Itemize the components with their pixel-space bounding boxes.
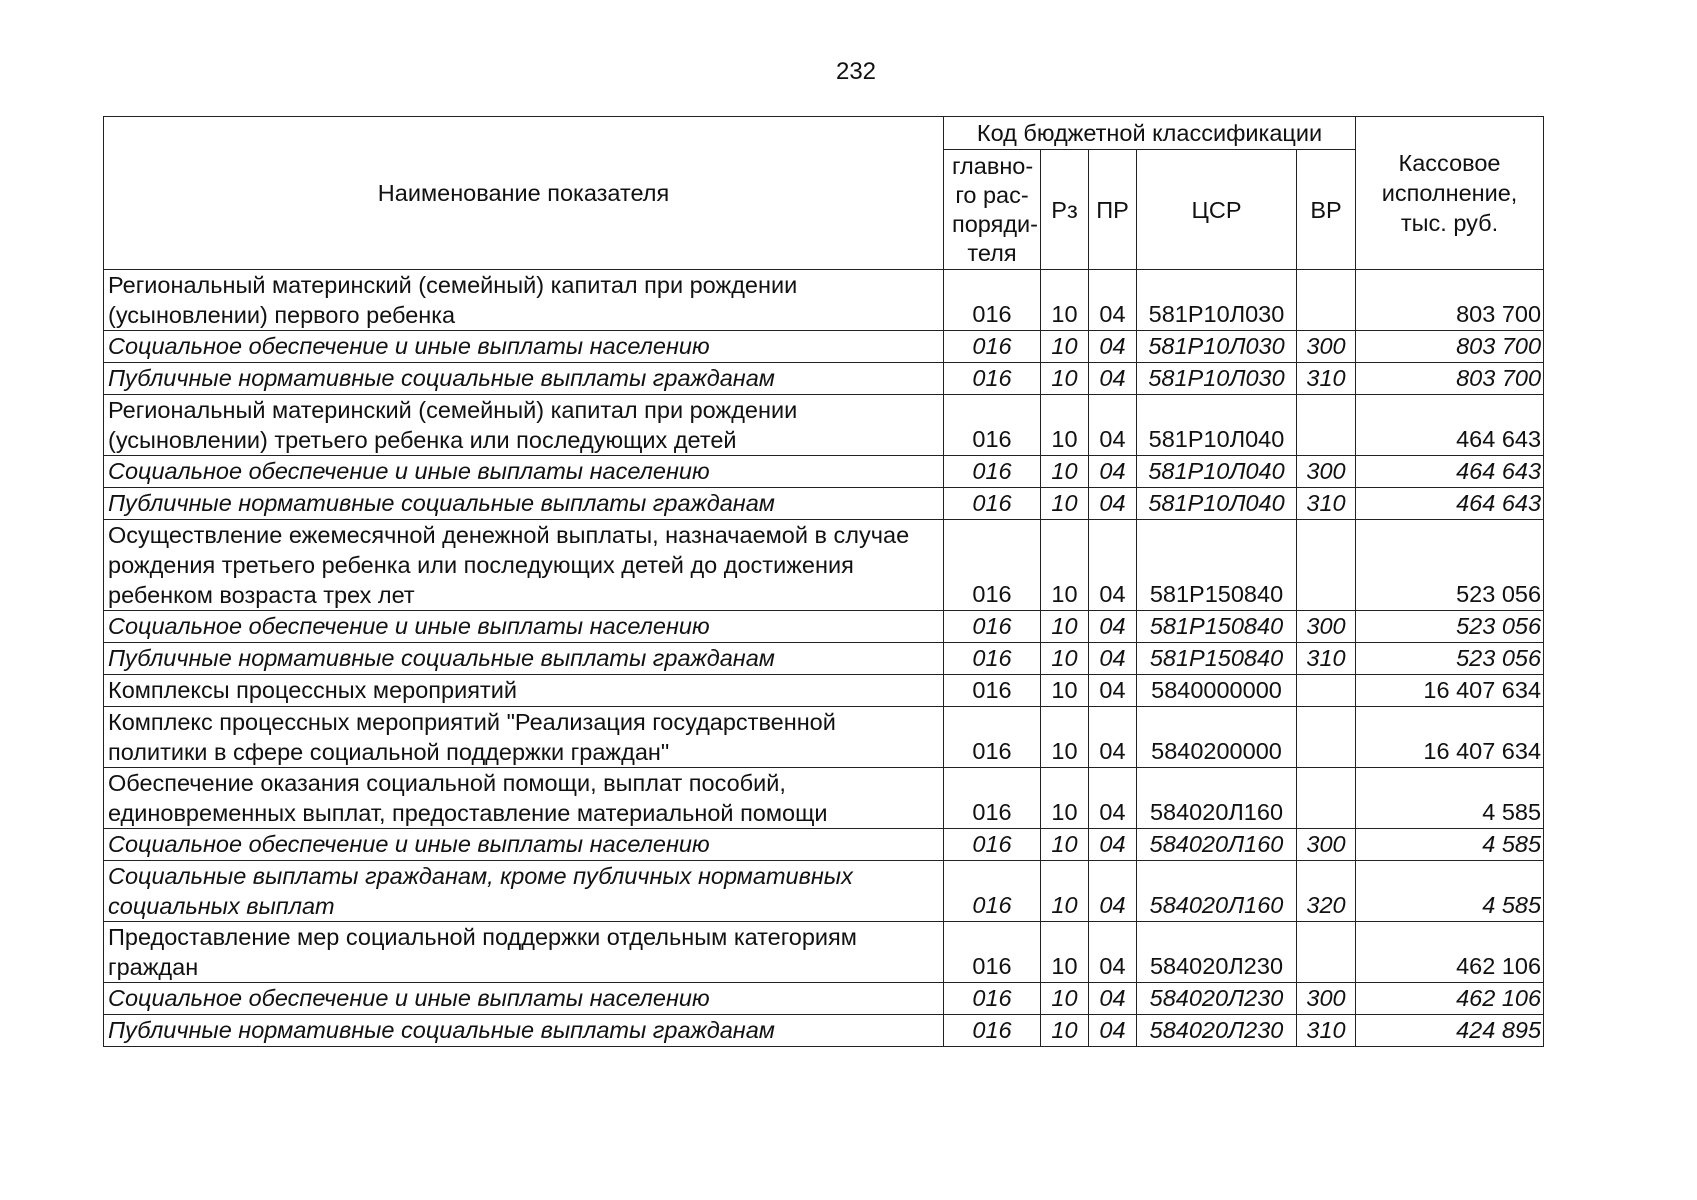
row-vr <box>1297 707 1356 768</box>
row-amount: 4 585 <box>1356 768 1544 829</box>
row-amount: 462 106 <box>1356 983 1544 1015</box>
table-header <box>104 117 1544 270</box>
row-csr: 584020Л230 <box>1137 1015 1297 1047</box>
row-pr: 04 <box>1089 363 1137 395</box>
row-name: Публичные нормативные социальные выплаты гражданам <box>104 363 944 395</box>
row-rz: 10 <box>1041 707 1089 768</box>
row-amount: 462 106 <box>1356 922 1544 983</box>
row-csr: 584020Л160 <box>1137 829 1297 861</box>
table-row <box>104 611 1544 643</box>
row-amount: 424 895 <box>1356 1015 1544 1047</box>
row-rz: 10 <box>1041 861 1089 922</box>
table-row <box>104 861 1544 922</box>
table-row <box>104 270 1544 331</box>
row-amount: 803 700 <box>1356 331 1544 363</box>
row-name: Публичные нормативные социальные выплаты гражданам <box>104 643 944 675</box>
row-rz: 10 <box>1041 520 1089 611</box>
row-pr: 04 <box>1089 1015 1137 1047</box>
row-csr: 584020Л230 <box>1137 983 1297 1015</box>
row-name: Социальное обеспечение и иные выплаты населению <box>104 611 944 643</box>
row-pr: 04 <box>1089 643 1137 675</box>
row-amount: 4 585 <box>1356 829 1544 861</box>
row-amount: 464 643 <box>1356 456 1544 488</box>
table-row <box>104 1015 1544 1047</box>
row-amount: 4 585 <box>1356 861 1544 922</box>
table-row <box>104 768 1544 829</box>
header-csr: ЦСР <box>1137 150 1297 270</box>
row-rz: 10 <box>1041 922 1089 983</box>
row-pr: 04 <box>1089 983 1137 1015</box>
row-pr: 04 <box>1089 829 1137 861</box>
row-name: Осуществление ежемесячной денежной выплаты, назначаемой в случае рождения третьего ребенка или последующих детей до достижения ребенком возраста трех лет <box>104 520 944 611</box>
table-row <box>104 488 1544 520</box>
row-name: Комплексы процессных мероприятий <box>104 675 944 707</box>
row-csr: 581Р150840 <box>1137 520 1297 611</box>
budget-execution-table <box>103 116 1544 1047</box>
row-amount: 523 056 <box>1356 643 1544 675</box>
row-csr: 581Р10Л030 <box>1137 363 1297 395</box>
row-gr: 016 <box>944 861 1041 922</box>
row-gr: 016 <box>944 707 1041 768</box>
row-gr: 016 <box>944 611 1041 643</box>
table-row <box>104 707 1544 768</box>
header-vr: ВР <box>1297 150 1356 270</box>
row-name: Комплекс процессных мероприятий "Реализация государственной политики в сфере социальной поддержки граждан" <box>104 707 944 768</box>
row-name: Социальное обеспечение и иные выплаты населению <box>104 331 944 363</box>
row-rz: 10 <box>1041 456 1089 488</box>
row-pr: 04 <box>1089 611 1137 643</box>
row-gr: 016 <box>944 829 1041 861</box>
row-gr: 016 <box>944 922 1041 983</box>
row-vr <box>1297 520 1356 611</box>
row-rz: 10 <box>1041 488 1089 520</box>
header-gr: главно-го рас-поряди-теля <box>944 150 1041 270</box>
table-row <box>104 363 1544 395</box>
row-rz: 10 <box>1041 611 1089 643</box>
row-csr: 581Р10Л040 <box>1137 488 1297 520</box>
table-row <box>104 456 1544 488</box>
header-pr: ПР <box>1089 150 1137 270</box>
row-pr: 04 <box>1089 488 1137 520</box>
row-pr: 04 <box>1089 768 1137 829</box>
table-body <box>104 270 1544 1047</box>
row-amount: 523 056 <box>1356 611 1544 643</box>
row-rz: 10 <box>1041 1015 1089 1047</box>
table-row <box>104 675 1544 707</box>
page-number: 232 <box>835 58 877 85</box>
row-name: Региональный материнский (семейный) капитал при рождении (усыновлении) третьего ребенка или последующих детей <box>104 395 944 456</box>
row-amount: 523 056 <box>1356 520 1544 611</box>
table-row <box>104 922 1544 983</box>
row-name: Публичные нормативные социальные выплаты гражданам <box>104 1015 944 1047</box>
row-pr: 04 <box>1089 520 1137 611</box>
row-rz: 10 <box>1041 768 1089 829</box>
row-name: Социальные выплаты гражданам, кроме публичных нормативных социальных выплат <box>104 861 944 922</box>
row-amount: 803 700 <box>1356 363 1544 395</box>
row-gr: 016 <box>944 331 1041 363</box>
row-csr: 584020Л230 <box>1137 922 1297 983</box>
header-budget-code-group: Код бюджетной классификации <box>944 117 1356 150</box>
row-amount: 16 407 634 <box>1356 675 1544 707</box>
row-name: Социальное обеспечение и иные выплаты населению <box>104 983 944 1015</box>
row-rz: 10 <box>1041 395 1089 456</box>
header-name: Наименование показателя <box>104 117 944 270</box>
row-vr: 300 <box>1297 456 1356 488</box>
row-amount: 803 700 <box>1356 270 1544 331</box>
row-csr: 581Р150840 <box>1137 643 1297 675</box>
row-rz: 10 <box>1041 829 1089 861</box>
row-csr: 584020Л160 <box>1137 861 1297 922</box>
row-name: Социальное обеспечение и иные выплаты населению <box>104 456 944 488</box>
row-csr: 581Р10Л040 <box>1137 456 1297 488</box>
row-vr: 310 <box>1297 1015 1356 1047</box>
row-name: Обеспечение оказания социальной помощи, выплат пособий, единовременных выплат, предоставление материальной помощи <box>104 768 944 829</box>
row-vr <box>1297 768 1356 829</box>
row-pr: 04 <box>1089 331 1137 363</box>
row-vr: 300 <box>1297 829 1356 861</box>
row-gr: 016 <box>944 768 1041 829</box>
row-gr: 016 <box>944 488 1041 520</box>
row-gr: 016 <box>944 456 1041 488</box>
row-vr <box>1297 922 1356 983</box>
row-rz: 10 <box>1041 270 1089 331</box>
row-gr: 016 <box>944 1015 1041 1047</box>
row-csr: 581Р10Л030 <box>1137 331 1297 363</box>
header-rz: Рз <box>1041 150 1089 270</box>
row-vr: 310 <box>1297 488 1356 520</box>
row-csr: 581Р10Л030 <box>1137 270 1297 331</box>
row-pr: 04 <box>1089 707 1137 768</box>
table-row <box>104 829 1544 861</box>
row-pr: 04 <box>1089 270 1137 331</box>
row-csr: 5840200000 <box>1137 707 1297 768</box>
row-name: Предоставление мер социальной поддержки отдельным категориям граждан <box>104 922 944 983</box>
row-gr: 016 <box>944 520 1041 611</box>
table-row <box>104 643 1544 675</box>
row-pr: 04 <box>1089 675 1137 707</box>
row-amount: 464 643 <box>1356 488 1544 520</box>
row-vr <box>1297 395 1356 456</box>
table-row <box>104 520 1544 611</box>
row-vr <box>1297 675 1356 707</box>
row-pr: 04 <box>1089 861 1137 922</box>
row-rz: 10 <box>1041 643 1089 675</box>
row-gr: 016 <box>944 643 1041 675</box>
row-gr: 016 <box>944 363 1041 395</box>
row-csr: 5840000000 <box>1137 675 1297 707</box>
row-vr: 300 <box>1297 611 1356 643</box>
row-gr: 016 <box>944 983 1041 1015</box>
row-vr: 310 <box>1297 363 1356 395</box>
row-rz: 10 <box>1041 675 1089 707</box>
row-rz: 10 <box>1041 983 1089 1015</box>
row-gr: 016 <box>944 270 1041 331</box>
row-amount: 464 643 <box>1356 395 1544 456</box>
header-amount: Кассовое исполнение, тыс. руб. <box>1356 117 1544 270</box>
table-row <box>104 395 1544 456</box>
row-pr: 04 <box>1089 922 1137 983</box>
row-name: Публичные нормативные социальные выплаты гражданам <box>104 488 944 520</box>
row-vr: 310 <box>1297 643 1356 675</box>
row-csr: 581Р150840 <box>1137 611 1297 643</box>
row-vr: 300 <box>1297 331 1356 363</box>
row-vr: 320 <box>1297 861 1356 922</box>
row-pr: 04 <box>1089 456 1137 488</box>
row-gr: 016 <box>944 675 1041 707</box>
table-row <box>104 331 1544 363</box>
row-rz: 10 <box>1041 331 1089 363</box>
row-csr: 584020Л160 <box>1137 768 1297 829</box>
row-name: Социальное обеспечение и иные выплаты населению <box>104 829 944 861</box>
row-vr: 300 <box>1297 983 1356 1015</box>
row-amount: 16 407 634 <box>1356 707 1544 768</box>
row-vr <box>1297 270 1356 331</box>
row-gr: 016 <box>944 395 1041 456</box>
row-pr: 04 <box>1089 395 1137 456</box>
row-rz: 10 <box>1041 363 1089 395</box>
table-row <box>104 983 1544 1015</box>
row-name: Региональный материнский (семейный) капитал при рождении (усыновлении) первого ребенка <box>104 270 944 331</box>
row-csr: 581Р10Л040 <box>1137 395 1297 456</box>
